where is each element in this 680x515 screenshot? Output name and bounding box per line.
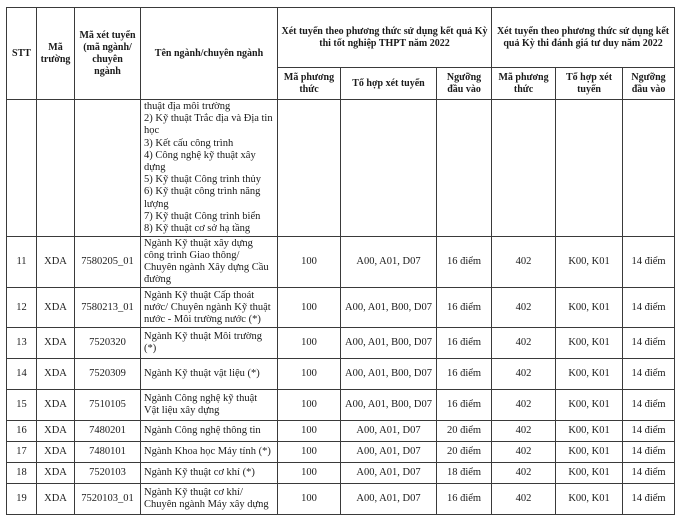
cell-empty: [37, 100, 75, 237]
admissions-table: [6, 7, 675, 515]
cell-empty: [437, 100, 492, 237]
table-row: [7, 463, 675, 484]
cell-stt: 18: [7, 463, 37, 484]
cell-truong: XDA: [37, 484, 75, 515]
cell-tohop2: K00, K01: [556, 359, 623, 390]
header-group-thpt: Xét tuyển theo phương thức sử dụng kết quả Kỳ thi tốt nghiệp THPT năm 2022: [278, 8, 492, 68]
cell-truong: XDA: [37, 442, 75, 463]
cell-tohop2: K00, K01: [556, 328, 623, 359]
cell-stt: 15: [7, 390, 37, 421]
cell-truong: XDA: [37, 237, 75, 288]
cell-stt: 12: [7, 288, 37, 328]
table-row: [7, 359, 675, 390]
cell-ten: Ngành Kỹ thuật xây dựng công trình Giao thông/ Chuyên ngành Xây dựng Cầu đường: [141, 237, 278, 288]
cell-tohop1: A00, A01, D07: [341, 463, 437, 484]
admissions-table-page: [6, 7, 674, 515]
cell-pt2: 402: [492, 463, 556, 484]
cell-stt: 17: [7, 442, 37, 463]
cell-nguong2: 14 điểm: [623, 421, 675, 442]
cell-pt2: 402: [492, 421, 556, 442]
cell-nguong2: 14 điểm: [623, 390, 675, 421]
cell-empty: [492, 100, 556, 237]
header-to-hop-2: Tổ hợp xét tuyển: [556, 68, 623, 100]
cell-pt1: 100: [278, 237, 341, 288]
table-row: [7, 442, 675, 463]
cell-nguong2: 14 điểm: [623, 237, 675, 288]
cell-pt2: 402: [492, 484, 556, 515]
continuation-line: 8) Kỹ thuật cơ sở hạ tầng: [144, 223, 251, 235]
continuation-line: 2) Kỹ thuật Trắc địa và Địa tin học: [144, 113, 273, 137]
cell-empty: [341, 100, 437, 237]
continuation-row: [7, 100, 675, 237]
cell-nguong2: 14 điểm: [623, 484, 675, 515]
cell-truong: XDA: [37, 421, 75, 442]
cell-tohop1: A00, A01, B00, D07: [341, 328, 437, 359]
header-nguong: Ngưỡng đầu vào: [437, 68, 492, 100]
header-ma-phuong-thuc-2: Mã phương thức: [492, 68, 556, 100]
cell-nguong2: 14 điểm: [623, 359, 675, 390]
cell-ma: 7480201: [75, 421, 141, 442]
header-ma-xet-tuyen: Mã xét tuyển (mã ngành/ chuyên ngành: [75, 8, 141, 100]
cell-pt1: 100: [278, 421, 341, 442]
header-ten-nganh: Tên ngành/chuyên ngành: [141, 8, 278, 100]
cell-ma: 7520103: [75, 463, 141, 484]
cell-tohop1: A00, A01, B00, D07: [341, 359, 437, 390]
table-row: [7, 390, 675, 421]
cell-tohop1: A00, A01, D07: [341, 442, 437, 463]
continuation-line: thuật địa môi trường: [144, 101, 231, 112]
table-row: [7, 484, 675, 515]
cell-empty: [556, 100, 623, 237]
cell-pt1: 100: [278, 442, 341, 463]
table-row: [7, 421, 675, 442]
cell-stt: 14: [7, 359, 37, 390]
cell-nguong1: 20 điểm: [437, 421, 492, 442]
continuation-line: 7) Kỹ thuật Công trình biển: [144, 210, 261, 222]
cell-ten: Ngành Kỹ thuật cơ khí/ Chuyên ngành Máy xây dựng: [141, 484, 278, 515]
cell-tohop2: K00, K01: [556, 237, 623, 288]
cell-pt2: 402: [492, 328, 556, 359]
cell-ma: 7510105: [75, 390, 141, 421]
cell-truong: XDA: [37, 390, 75, 421]
cell-ten: Ngành Công nghệ thông tin: [141, 421, 278, 442]
cell-tohop2: K00, K01: [556, 442, 623, 463]
cell-tohop1: A00, A01, D07: [341, 421, 437, 442]
cell-tohop2: K00, K01: [556, 484, 623, 515]
cell-empty: [7, 100, 37, 237]
cell-tohop2: K00, K01: [556, 390, 623, 421]
cell-empty: [278, 100, 341, 237]
cell-ten: Ngành Kỹ thuật cơ khí (*): [141, 463, 278, 484]
header-ma-phuong-thuc: Mã phương thức: [278, 68, 341, 100]
cell-pt2: 402: [492, 442, 556, 463]
cell-truong: XDA: [37, 463, 75, 484]
cell-truong: XDA: [37, 359, 75, 390]
cell-ma: 7520103_01: [75, 484, 141, 515]
cell-truong: XDA: [37, 288, 75, 328]
cell-nguong2: 14 điểm: [623, 288, 675, 328]
header-to-hop: Tổ hợp xét tuyển: [341, 68, 437, 100]
continuation-line: 5) Kỹ thuật Công trình thủy: [144, 174, 261, 186]
cell-ten: Ngành Kỹ thuật Cấp thoát nước/ Chuyên ngành Kỹ thuật nước - Môi trường nước (*): [141, 288, 278, 328]
cell-nguong2: 14 điểm: [623, 442, 675, 463]
cell-ma: 7580213_01: [75, 288, 141, 328]
cell-pt1: 100: [278, 328, 341, 359]
cell-pt1: 100: [278, 463, 341, 484]
cell-ma: 7520320: [75, 328, 141, 359]
header-ma-truong: Mã trường: [37, 8, 75, 100]
cell-pt1: 100: [278, 359, 341, 390]
header-stt: STT: [7, 8, 37, 100]
cell-truong: XDA: [37, 328, 75, 359]
continuation-line: 3) Kết cấu công trình: [144, 137, 234, 149]
cell-nguong1: 16 điểm: [437, 359, 492, 390]
cell-nguong2: 14 điểm: [623, 463, 675, 484]
cell-ten: Ngành Kỹ thuật vật liệu (*): [141, 359, 278, 390]
cell-nguong1: 16 điểm: [437, 288, 492, 328]
cell-tohop1: A00, A01, B00, D07: [341, 288, 437, 328]
cell-nguong1: 16 điểm: [437, 390, 492, 421]
header-group-tuduy: Xét tuyển theo phương thức sử dụng kết quả Kỳ thi đánh giá tư duy năm 2022: [492, 8, 675, 68]
cell-ten: Ngành Công nghệ kỹ thuật Vật liệu xây dựng: [141, 390, 278, 421]
cell-nguong1: 20 điểm: [437, 442, 492, 463]
cell-stt: 19: [7, 484, 37, 515]
cell-ma: 7520309: [75, 359, 141, 390]
cell-pt1: 100: [278, 484, 341, 515]
cell-ten: Ngành Khoa học Máy tính (*): [141, 442, 278, 463]
continuation-list: [141, 100, 278, 237]
cell-stt: 11: [7, 237, 37, 288]
cell-pt2: 402: [492, 237, 556, 288]
cell-stt: 16: [7, 421, 37, 442]
cell-nguong1: 16 điểm: [437, 328, 492, 359]
table-row: [7, 328, 675, 359]
cell-pt2: 402: [492, 390, 556, 421]
cell-stt: 13: [7, 328, 37, 359]
table-row: [7, 237, 675, 288]
cell-pt1: 100: [278, 390, 341, 421]
cell-ten: Ngành Kỹ thuật Môi trường (*): [141, 328, 278, 359]
cell-empty: [623, 100, 675, 237]
cell-nguong1: 18 điểm: [437, 463, 492, 484]
header-nguong-2: Ngưỡng đầu vào: [623, 68, 675, 100]
cell-ma: 7580205_01: [75, 237, 141, 288]
continuation-line: 4) Công nghệ kỹ thuật xây dựng: [144, 149, 256, 174]
cell-tohop2: K00, K01: [556, 421, 623, 442]
cell-pt1: 100: [278, 288, 341, 328]
cell-tohop1: A00, A01, D07: [341, 484, 437, 515]
cell-tohop2: K00, K01: [556, 463, 623, 484]
cell-pt2: 402: [492, 288, 556, 328]
cell-tohop1: A00, A01, B00, D07: [341, 390, 437, 421]
cell-tohop1: A00, A01, D07: [341, 237, 437, 288]
continuation-line: 6) Kỹ thuật công trình năng lượng: [144, 186, 261, 210]
table-row: [7, 288, 675, 328]
cell-pt2: 402: [492, 359, 556, 390]
cell-ma: 7480101: [75, 442, 141, 463]
cell-nguong2: 14 điểm: [623, 328, 675, 359]
cell-nguong1: 16 điểm: [437, 237, 492, 288]
cell-tohop2: K00, K01: [556, 288, 623, 328]
cell-empty: [75, 100, 141, 237]
cell-nguong1: 16 điểm: [437, 484, 492, 515]
